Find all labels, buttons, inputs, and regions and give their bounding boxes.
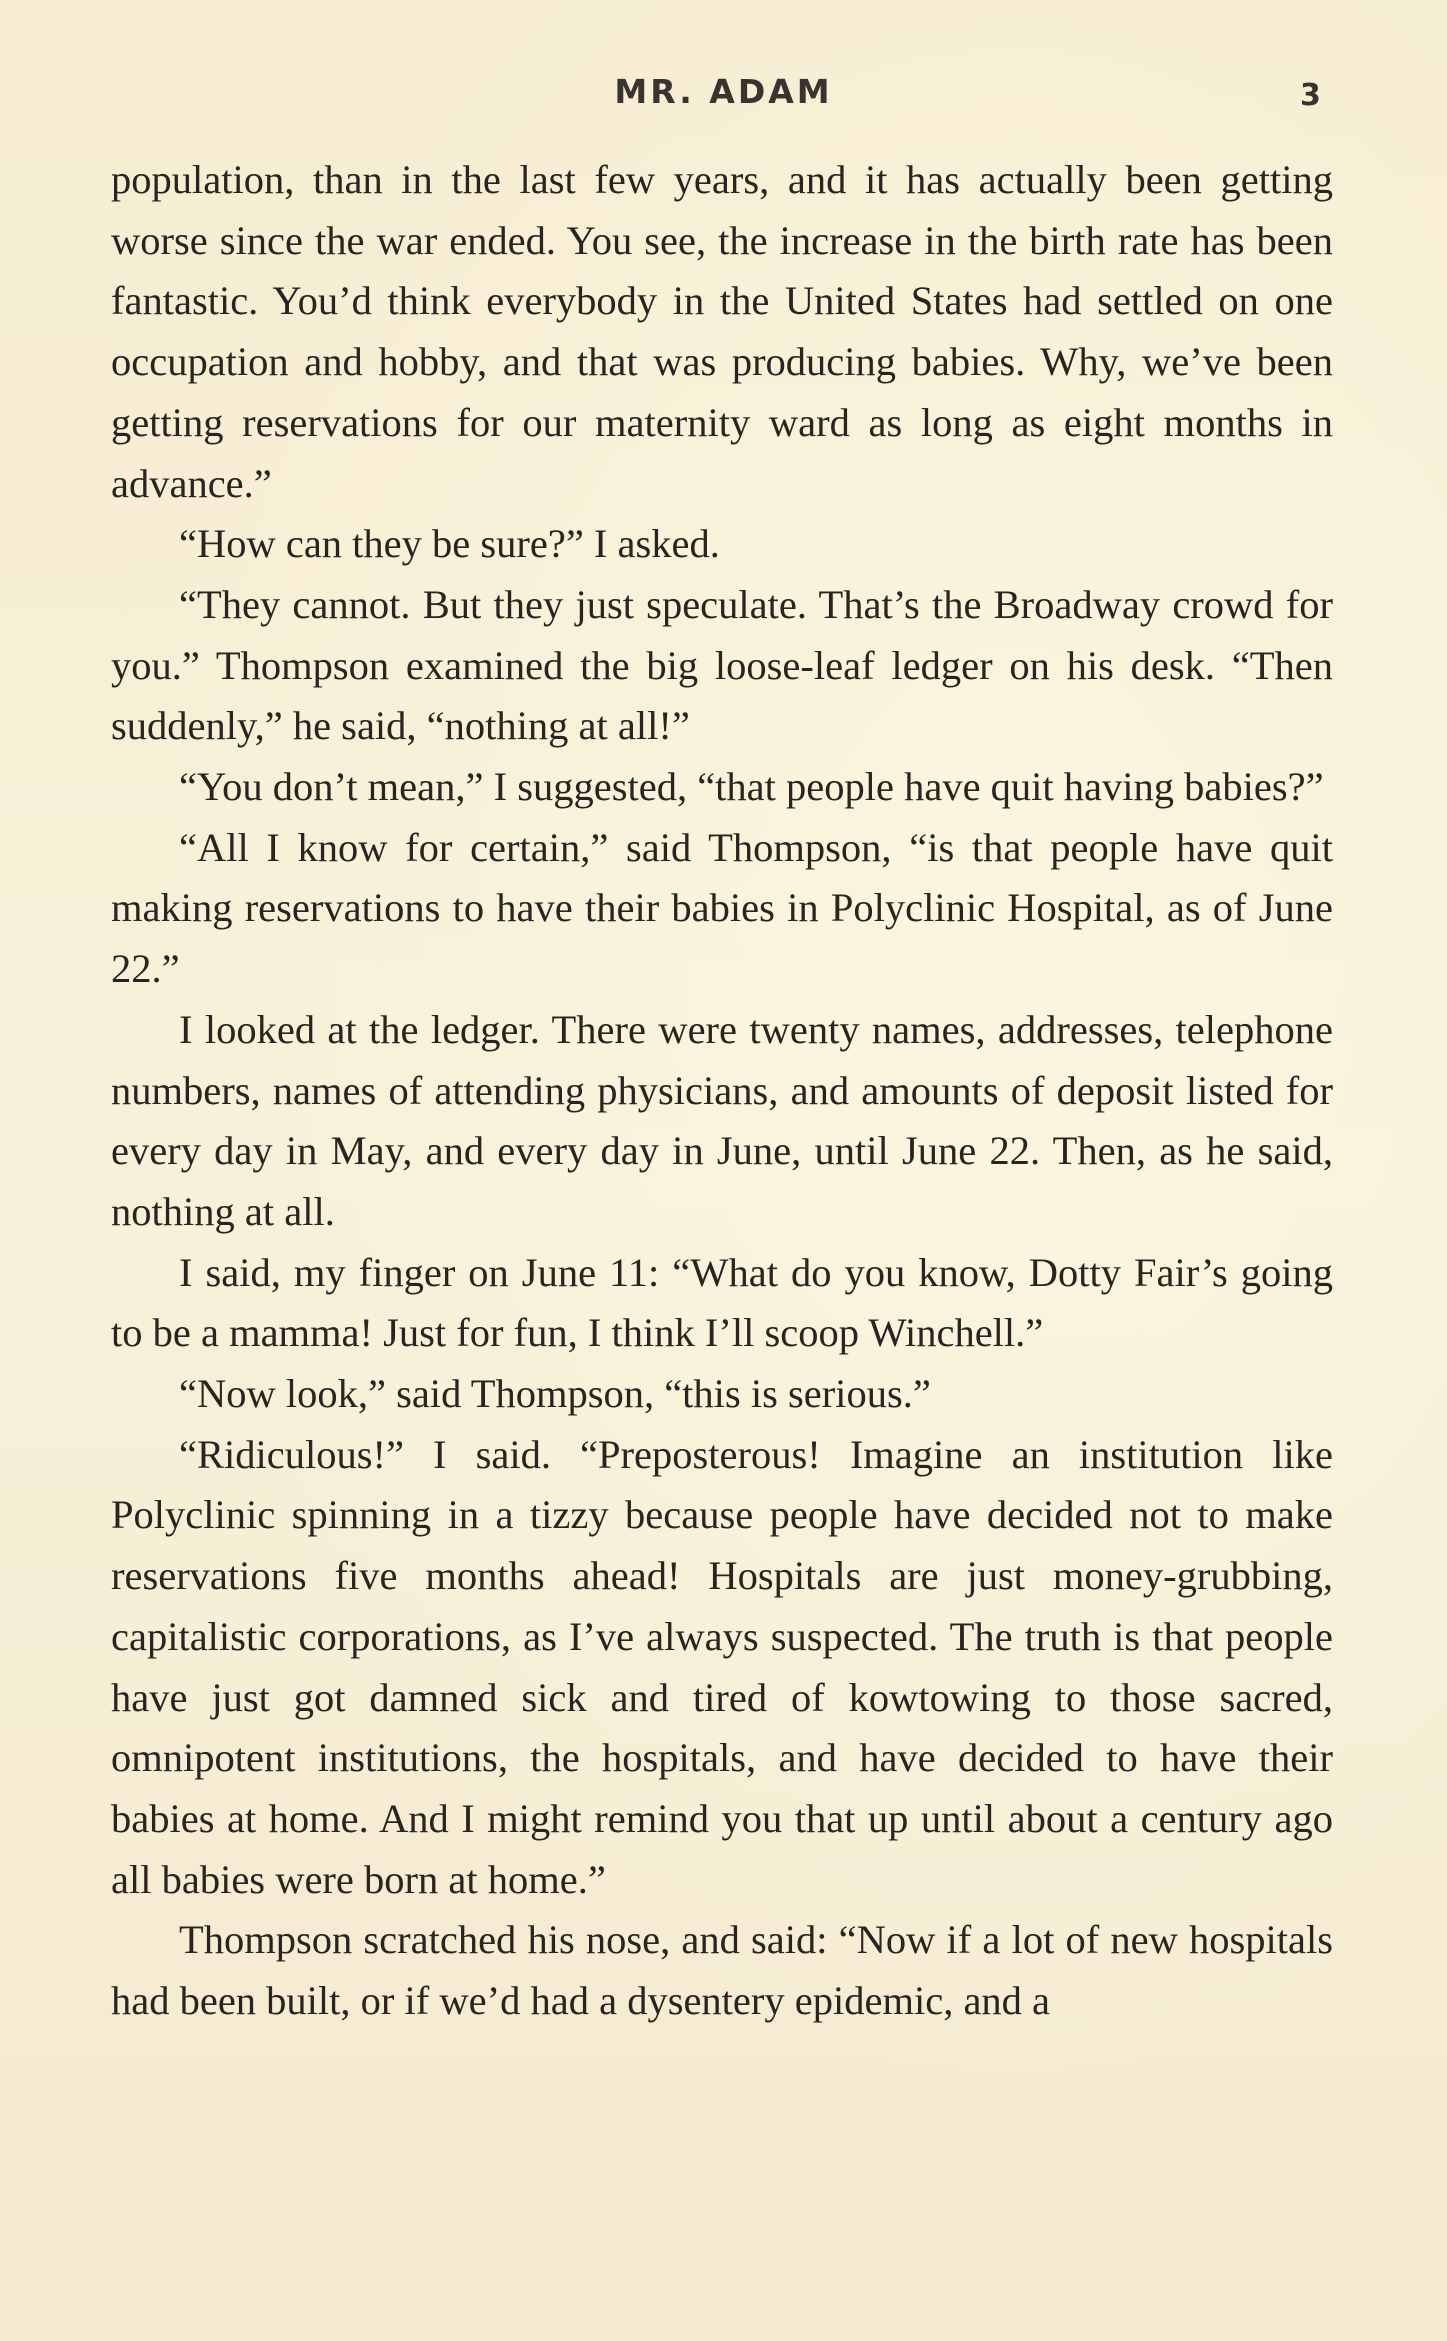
paragraph-10: Thompson scratched his nose, and said: “Now if a lot of new hospitals had been built, or if we’d had a dysentery epidemic, and a bbox=[111, 1917, 1333, 2024]
paragraph-2: “How can they be sure?” I asked. bbox=[179, 521, 720, 567]
paragraph-6: I looked at the ledger. There were twenty names, addresses, telephone numbers, names of attending physicians, and amounts of deposit listed for every day in May, and every day in June, until June 22. Then, as he said, nothing at all. bbox=[111, 1006, 1333, 1234]
paragraph-7: I said, my finger on June 11: “What do you know, Dotty Fair’s going to be a mamma! Just for fun, I think I’ll scoop Winchell.” bbox=[111, 1249, 1333, 1356]
running-head-title: MR. ADAM bbox=[614, 72, 833, 111]
paragraph-5: “All I know for certain,” said Thompson, “is that people have quit making reservations to have their babies in Polyclinic Hospital, as of June 22.” bbox=[111, 824, 1333, 992]
running-head bbox=[0, 72, 1447, 112]
paragraph-3: “They cannot. But they just speculate. That’s the Broadway crowd for you.” Thompson examined the big loose-leaf ledger on his desk. “Then suddenly,” he said, “nothing at all!” bbox=[111, 581, 1333, 749]
paragraph-4: “You don’t mean,” I suggested, “that people have quit having babies?” bbox=[179, 764, 1324, 810]
paragraph-9: “Ridiculous!” I said. “Preposterous! Imagine an institution like Polyclinic spinning in a tizzy because people have decided not to make reservations five months ahead! Hospitals are just money-grubbing, capitalistic corporations, as I’ve always suspected. The truth is that people have just got damned sick and tired of kowtowing to those sacred, omnipotent institutions, the hospitals, and have decided to have their babies at home. And I might remind you that up until about a century ago all babies were born at home.” bbox=[111, 1431, 1333, 1902]
paragraph-8: “Now look,” said Thompson, “this is serious.” bbox=[179, 1371, 931, 1417]
body-text bbox=[111, 150, 1333, 2032]
paragraph-1: population, than in the last few years, and it has actually been getting worse since the war ended. You see, the increase in the birth rate has been fantastic. You’d think everybody in the United States had settled on one occupation and hobby, and that was producing babies. Why, we’ve been getting reservations for our maternity ward as long as eight months in advance.” bbox=[111, 157, 1333, 506]
page-number: 3 bbox=[1300, 78, 1321, 113]
